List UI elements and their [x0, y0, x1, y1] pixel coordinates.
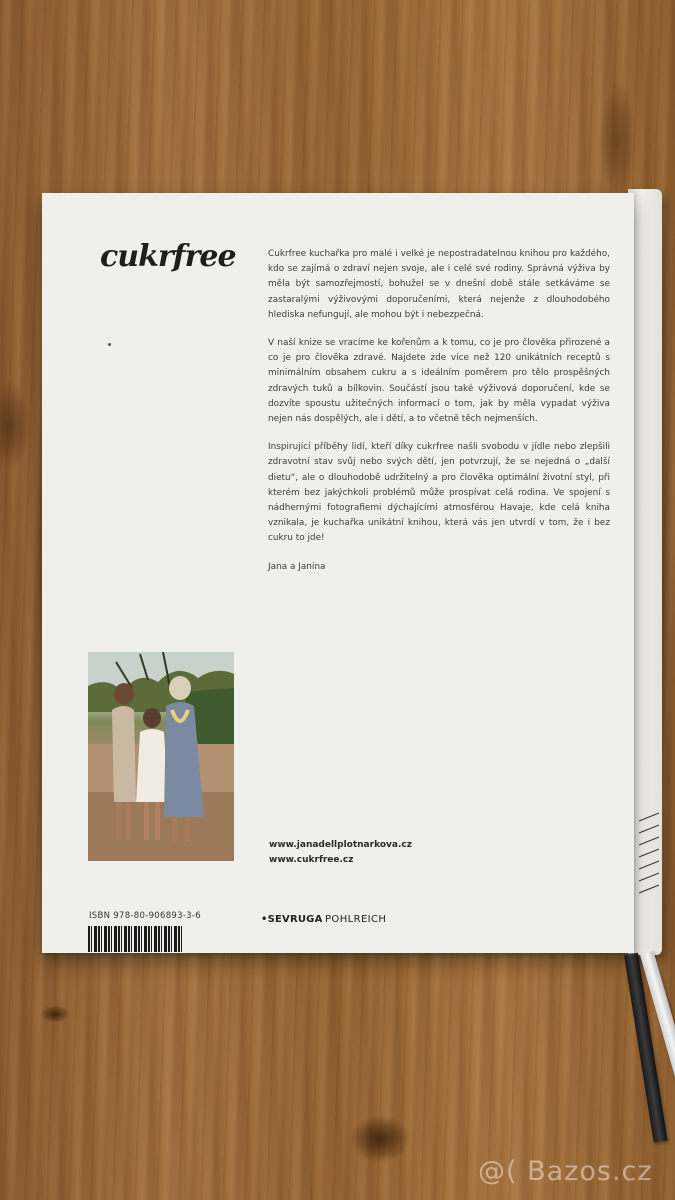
authors-photo	[88, 652, 234, 861]
wood-knot	[600, 80, 636, 200]
blurb-paragraph-1: Cukrfree kuchařka pro malé i velké je nepostradatelnou knihou pro každého, kdo se zajímá o zdraví nejen svoje, ale i celé své rodiny. Správná výživa by měla být samozřejmostí, bohužel se v dnešní době stále setkáváme se zastaralými výživovými doporučeními, která nejenže z dlouhodobého hlediska nefungují, ale mohou být i nebezpečná.	[268, 249, 610, 320]
blurb-paragraph-2: V naší knize se vracíme ke kořenům a k tomu, co je pro člověka přirozené a co je pro člověka zdravé. Najdete zde více než 120 unikátních receptů s minimálním obsahem cukru a s ideálním poměrem pro tělo prospěšných zdravých tuků a bílkovin. Součástí jsou také výživová doporučení, kde se dozvíte spoustu užitečných informací o tom, jak by měla vypadat výživa nejen nás dospělých, ale i dětí, a to včetně těch nejmenších.	[268, 338, 610, 425]
barcode	[88, 926, 182, 952]
spine-stripes-decoration	[637, 811, 661, 897]
isbn-number: ISBN 978-80-906893-3-6	[89, 911, 201, 921]
wood-knot	[0, 380, 30, 470]
authors-signature: Jana a Janina	[268, 561, 326, 572]
wood-knot	[40, 1005, 70, 1023]
bazos-watermark: @( Bazos.cz	[478, 1156, 653, 1187]
publisher-sevruga: SEVRUGA	[267, 914, 323, 925]
bullet-icon: •	[261, 914, 268, 925]
blurb-text	[268, 247, 610, 575]
cukrfree-logo: cukrfree	[100, 239, 236, 274]
publisher-pohlreich-logo: POHLREICH	[325, 914, 387, 925]
url-cukrfree: www.cukrfree.cz	[269, 855, 354, 865]
decorative-dot	[108, 343, 111, 346]
website-links	[269, 838, 412, 868]
beach-family-photo	[88, 652, 234, 861]
wood-knot	[350, 1115, 410, 1163]
book-back-cover	[42, 193, 634, 953]
publisher-sevruga-logo	[261, 914, 323, 925]
url-janadellplotnarkova: www.janadellplotnarkova.cz	[269, 840, 412, 850]
blurb-paragraph-3: Inspirující příběhy lidí, kteří díky cukrfree našli svobodu v jídle nebo zlepšili zdravotní stav svůj nebo svých dětí, jen potvrzují, že se nejedná o „další dietu“, ale o dlouhodobě udržitelný a pro člověka optimální životní styl, při kterém bez jakýchkoli problémů může prospívat celá rodina. Ve spojení s nádhernými fotografiemi dýchajícími atmosférou Havaje, kde celá kniha vznikala, je kuchařka unikátní knihou, která vás jen utvrdí v tom, že i bez cukru to jde!	[268, 442, 610, 544]
